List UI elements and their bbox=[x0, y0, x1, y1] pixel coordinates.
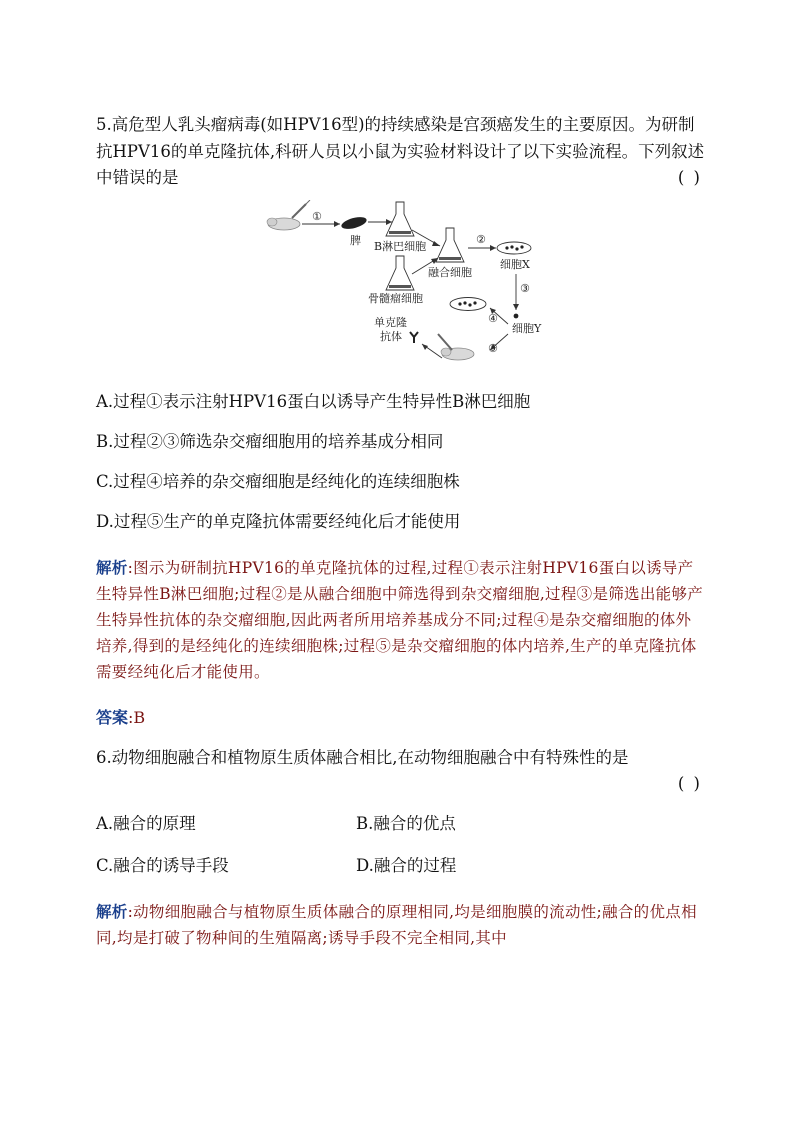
b-cell-label: B淋巴细胞 bbox=[374, 239, 427, 253]
monoclonal-label: 单克隆 bbox=[374, 315, 407, 329]
antibody-label: 抗体 bbox=[380, 329, 402, 343]
step-5-number: ⑤ bbox=[488, 341, 498, 355]
experiment-flow-diagram bbox=[96, 200, 706, 375]
step-4-number: ④ bbox=[488, 311, 498, 325]
fusion-cell-label: 融合细胞 bbox=[428, 265, 472, 279]
petri-dish-culture-icon bbox=[450, 297, 486, 310]
question-5-text: 5.高危型人乳头瘤病毒(如HPV16型)的持续感染是宫颈癌发生的主要原因。为研制抗HPV16的单克隆抗体,科研人员以小鼠为实验材料设计了以下实验流程。下列叙述中错误的是 bbox=[96, 115, 705, 187]
antibody-icon bbox=[410, 332, 418, 343]
answer-blank: ( ) bbox=[677, 168, 702, 187]
q6-option-a: A.融合的原理 bbox=[96, 814, 196, 833]
option-c: C.过程④培养的杂交瘤细胞是经纯化的连续细胞株 bbox=[96, 471, 460, 491]
cell-x-label: 细胞X bbox=[500, 257, 530, 271]
q6-option-b: B.融合的优点 bbox=[356, 814, 456, 833]
cell-y-label: 细胞Y bbox=[512, 321, 542, 335]
step-2-number: ② bbox=[476, 232, 486, 246]
option-b: B.过程②③筛选杂交瘤细胞用的培养基成分相同 bbox=[96, 431, 444, 451]
cell-y-dot bbox=[514, 313, 519, 318]
mouse-injection-icon bbox=[267, 200, 310, 230]
q6-option-c: C.融合的诱导手段 bbox=[96, 856, 229, 875]
myeloma-label: 骨髓瘤细胞 bbox=[368, 291, 423, 305]
mouse-ascites-icon bbox=[438, 334, 474, 360]
question-5-analysis bbox=[96, 555, 706, 685]
question-5-answer bbox=[96, 705, 706, 731]
petri-dish-x-icon bbox=[497, 242, 531, 254]
option-d: D.过程⑤生产的单克隆抗体需要经纯化后才能使用 bbox=[96, 511, 461, 531]
answer-value: :B bbox=[128, 707, 146, 727]
q6-analysis-label: 解析 bbox=[96, 902, 128, 921]
answer-label: 答案 bbox=[96, 707, 129, 727]
question-6-stem: 6.动物细胞融合和植物原生质体融合相比,在动物细胞融合中有特殊性的是 bbox=[96, 747, 629, 767]
spleen-label: 脾 bbox=[350, 233, 361, 247]
question-6-analysis bbox=[96, 899, 706, 951]
myeloma-flask-icon bbox=[386, 256, 414, 290]
q6-analysis-text: :动物细胞融合与植物原生质体融合的原理相同,均是细胞膜的流动性;融合的优点相同,均是打破了物种间的生殖隔离;诱导手段不完全相同,其中 bbox=[96, 903, 697, 947]
question-6-answer-blank: ( ) bbox=[677, 774, 702, 793]
step-3-number: ③ bbox=[520, 281, 530, 295]
question-5-stem bbox=[96, 112, 706, 192]
b-cell-flask-icon bbox=[386, 202, 414, 236]
spleen-icon bbox=[340, 214, 368, 230]
analysis-text: :图示为研制抗HPV16的单克隆抗体的过程,过程①表示注射HPV16蛋白以诱导产生特异性B淋巴细胞;过程②是从融合细胞中筛选得到杂交瘤细胞,过程③是筛选出能够产生特异性抗体的杂交瘤细胞,因此两者所用培养基成分不同;过程④是杂交瘤细胞的体外培养,得到的是经纯化的连续细胞株;过程⑤是杂交瘤细胞的体内培养,生产的单克隆抗体需要经纯化后才能使用。 bbox=[96, 558, 704, 681]
document-page bbox=[96, 112, 706, 951]
analysis-label: 解析 bbox=[96, 557, 128, 577]
option-a: A.过程①表示注射HPV16蛋白以诱导产生特异性B淋巴细胞 bbox=[96, 391, 531, 411]
q6-option-d: D.融合的过程 bbox=[356, 856, 457, 875]
fusion-flask-icon bbox=[436, 228, 464, 262]
step-1-number: ① bbox=[312, 209, 322, 223]
question-6-options bbox=[96, 811, 706, 879]
flow-diagram-svg bbox=[262, 200, 562, 375]
